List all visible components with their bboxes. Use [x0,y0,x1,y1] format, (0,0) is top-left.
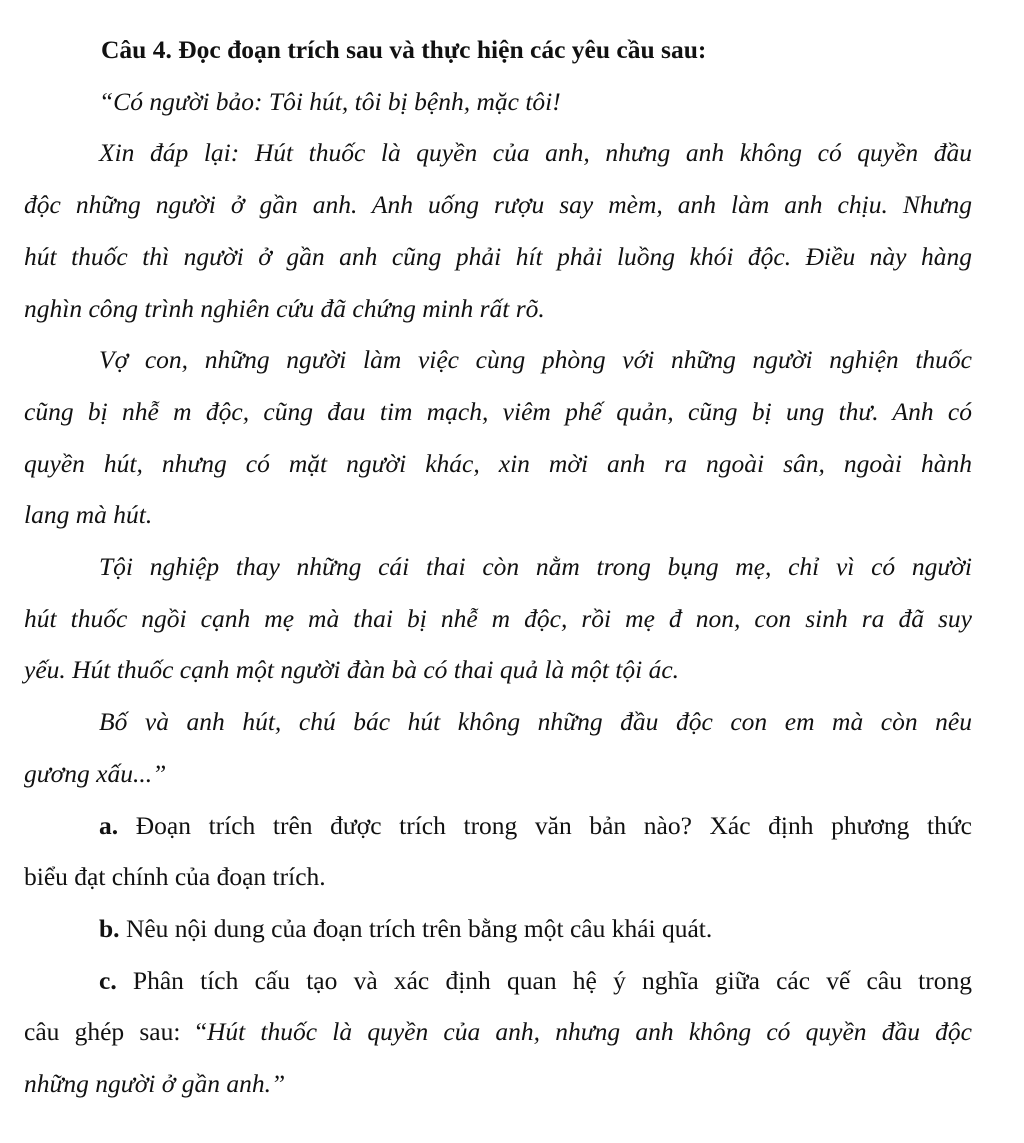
task-b-line-1 [24,903,972,955]
excerpt-line-6: Vợ con, những người làm việc cùng phòng với những người nghiện thuốc [99,345,972,375]
excerpt-line-7: cũng bị nhễ m độc, cũng đau tim mạch, viêm phế quản, cũng bị ung thư. Anh có [24,396,972,426]
excerpt-line-12: yếu. Hút thuốc cạnh một người đàn bà có thai quả là một tội ác. [24,655,680,685]
excerpt-line-1: “Có người bảo: Tôi hút, tôi bị bệnh, mặc tôi! [99,86,561,116]
excerpt-line-13: Bố và anh hút, chú bác hút không những đầu độc con em mà còn nêu [99,707,972,737]
excerpt-line-5: nghìn công trình nghiên cứu đã chứng minh rất rõ. [24,293,545,323]
task-c-quote-part-2: những người ở gần anh.” [24,1069,286,1099]
question-title: Câu 4. Đọc đoạn trích sau và thực hiện các yêu cầu sau: [101,35,707,64]
task-c-quote-part-1: Hút thuốc là quyền của anh, nhưng anh không có quyền đầu độc [206,1017,972,1047]
excerpt-line-2: Xin đáp lại: Hút thuốc là quyền của anh, nhưng anh không có quyền đầu [99,138,972,168]
task-c-text: Phân tích cấu tạo và xác định quan hệ ý nghĩa giữa các vế câu trong [132,965,972,995]
task-c-prefix: câu ghép sau: “ [24,1017,207,1047]
task-a-label: a. [99,810,119,840]
task-c-label: c. [99,965,117,995]
excerpt-line-10: Tội nghiệp thay những cái thai còn nằm trong bụng mẹ, chỉ vì có người [99,552,972,582]
excerpt-line-4: hút thuốc thì người ở gần anh cũng phải hít phải luồng khói độc. Điều này hàng [24,241,972,271]
task-b-text: Nêu nội dung của đoạn trích trên bằng một câu khái quát. [125,913,713,943]
excerpt-line-9: lang mà hút. [24,500,153,530]
excerpt-line-11: hút thuốc ngồi cạnh mẹ mà thai bị nhễ m độc, rồi mẹ đ non, con sinh ra đã suy [24,603,972,633]
task-a-text: Đoạn trích trên được trích trong văn bản nào? Xác định phương thức [135,810,972,840]
task-c-line-1 [24,955,972,1007]
excerpt-line-14: gương xấu...” [24,758,167,788]
task-c-line-2 [24,1006,972,1058]
task-a-line-1 [24,800,972,852]
task-b-label: b. [99,913,120,943]
excerpt-line-8: quyền hút, nhưng có mặt người khác, xin mời anh ra ngoài sân, ngoài hành [24,448,972,478]
excerpt-line-3: độc những người ở gần anh. Anh uống rượu say mèm, anh làm anh chịu. Nhưng [24,190,972,220]
task-a-line-2: biểu đạt chính của đoạn trích. [24,862,326,892]
